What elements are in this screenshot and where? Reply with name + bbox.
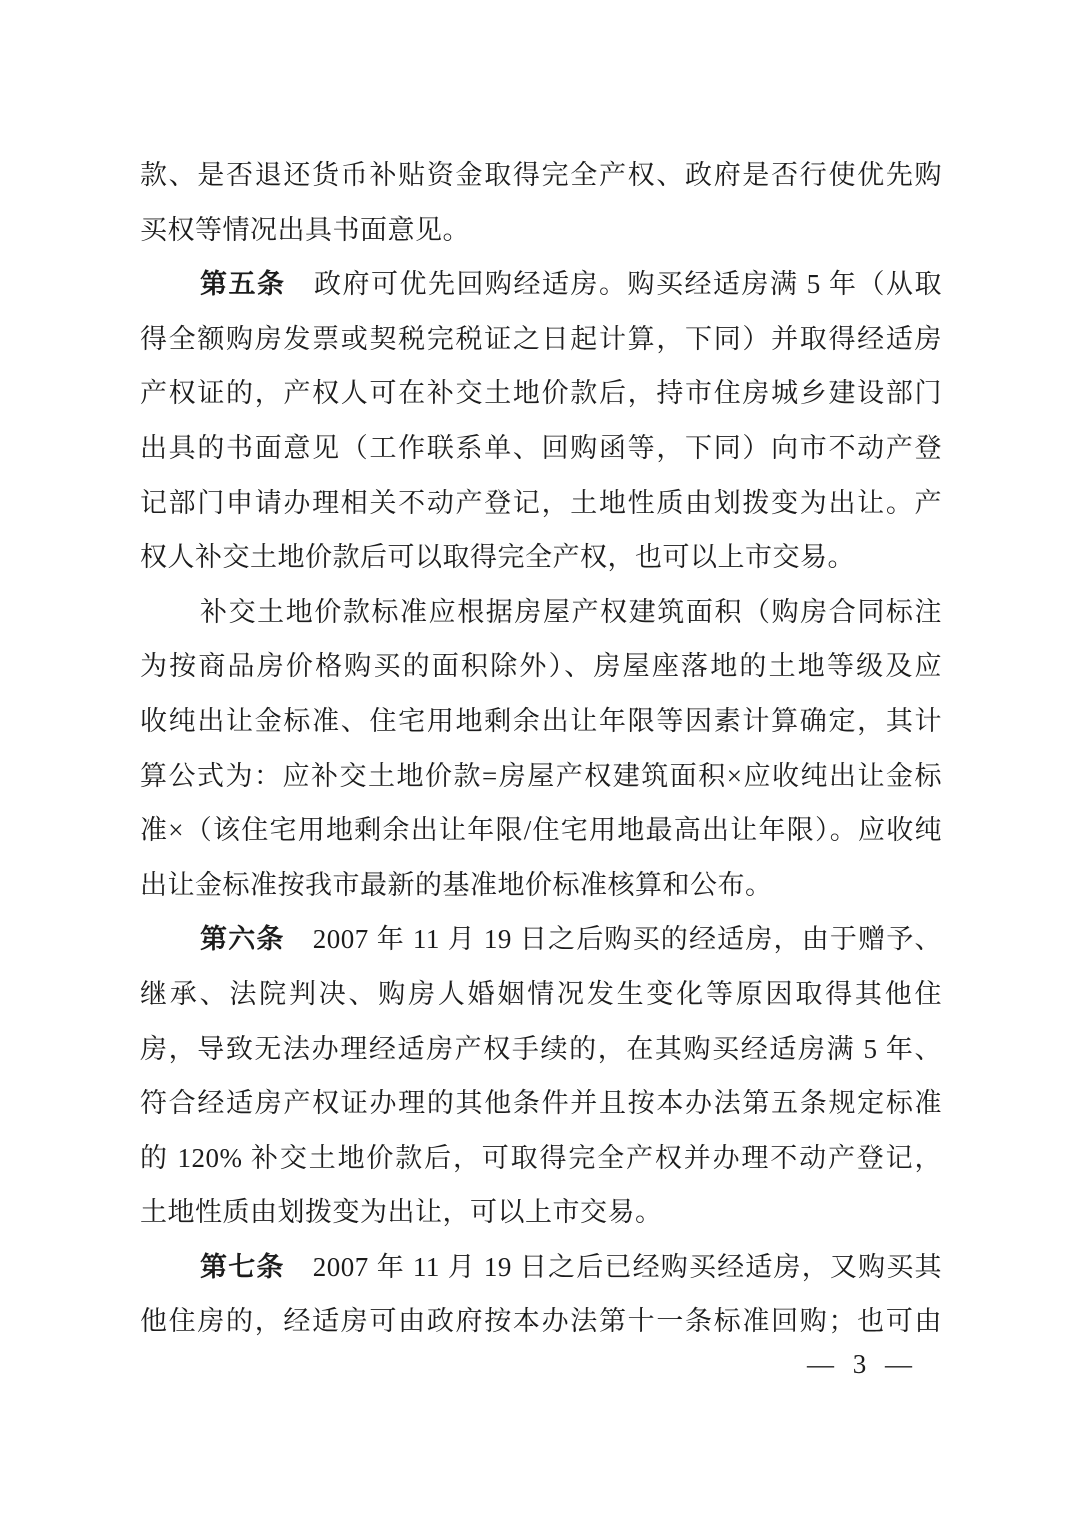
line-text: 算公式为：应补交土地价款=房屋产权建筑面积×应收纯出让金标 [140, 760, 942, 791]
line-text: 记部门申请办理相关不动产登记，土地性质由划拨变为出让。产 [140, 487, 942, 518]
line-text: 出让金标准按我市最新的基准地价标准核算和公布。 [140, 869, 773, 900]
line-text: 款、是否退还货币补贴资金取得完全产权、政府是否行使优先购 [140, 160, 942, 190]
article-5-heading: 第五条 [200, 269, 286, 300]
formula-line [140, 749, 942, 804]
line-text: 2007 年 11 月 19 日之后已经购买经适房，又购买其 [284, 1251, 943, 1282]
line-text: 得全额购房发票或契税完税证之日起计算，下同）并取得经适房 [140, 323, 942, 354]
line-text: 权人补交土地价款后可以取得完全产权，也可以上市交易。 [140, 542, 855, 573]
text-line [140, 967, 942, 1022]
text-line [140, 203, 942, 258]
line-text: 准×（该住宅用地剩余出让年限/住宅用地最高出让年限）。应收纯 [140, 815, 942, 846]
text-line [140, 1131, 942, 1186]
page-number: — 3 — [807, 1349, 918, 1379]
text-line [140, 530, 942, 585]
text-line [140, 148, 942, 203]
text-line [140, 1294, 942, 1349]
line-text: 符合经适房产权证办理的其他条件并且按本办法第五条规定标准 [140, 1088, 942, 1119]
line-text: 房，导致无法办理经适房产权手续的，在其购买经适房满 5 年、 [140, 1033, 942, 1064]
line-text: 2007 年 11 月 19 日之后购买的经适房，由于赠予、 [284, 924, 943, 955]
text-line [140, 694, 942, 749]
article-6-opening-line [140, 912, 942, 967]
line-text: 的 120% 补交土地价款后，可取得完全产权并办理不动产登记， [140, 1142, 942, 1173]
line-text: 收纯出让金标准、住宅用地剩余出让年限等因素计算确定，其计 [140, 705, 942, 736]
text-line [140, 1185, 942, 1240]
document-body [140, 148, 942, 1349]
text-line [140, 585, 942, 640]
text-line [140, 366, 942, 421]
text-line [140, 476, 942, 531]
formula-line [140, 803, 942, 858]
line-text: 土地性质由划拨变为出让，可以上市交易。 [140, 1197, 663, 1228]
text-line [140, 421, 942, 476]
line-text: 为按商品房价格购买的面积除外）、房屋座落地的土地等级及应 [140, 651, 942, 682]
line-text: 买权等情况出具书面意见。 [140, 214, 470, 245]
line-text: 产权证的，产权人可在补交土地价款后，持市住房城乡建设部门 [140, 378, 942, 409]
article-7-opening-line [140, 1240, 942, 1295]
text-line [140, 858, 942, 913]
article-6-heading: 第六条 [200, 924, 285, 955]
line-text: 出具的书面意见（工作联系单、回购函等，下同）向市不动产登 [140, 432, 942, 463]
line-text: 继承、法院判决、购房人婚姻情况发生变化等原因取得其他住 [140, 978, 942, 1009]
text-line [140, 1076, 942, 1131]
line-text: 他住房的，经适房可由政府按本办法第十一条标准回购；也可由 [140, 1306, 942, 1337]
line-text: 政府可优先回购经适房。购买经适房满 5 年（从取 [285, 269, 942, 300]
line-text: 补交土地价款标准应根据房屋产权建筑面积（购房合同标注 [200, 596, 942, 627]
text-line [140, 639, 942, 694]
article-7-heading: 第七条 [200, 1251, 285, 1282]
text-line [140, 1022, 942, 1077]
text-line [140, 312, 942, 367]
article-5-opening-line [140, 257, 942, 312]
